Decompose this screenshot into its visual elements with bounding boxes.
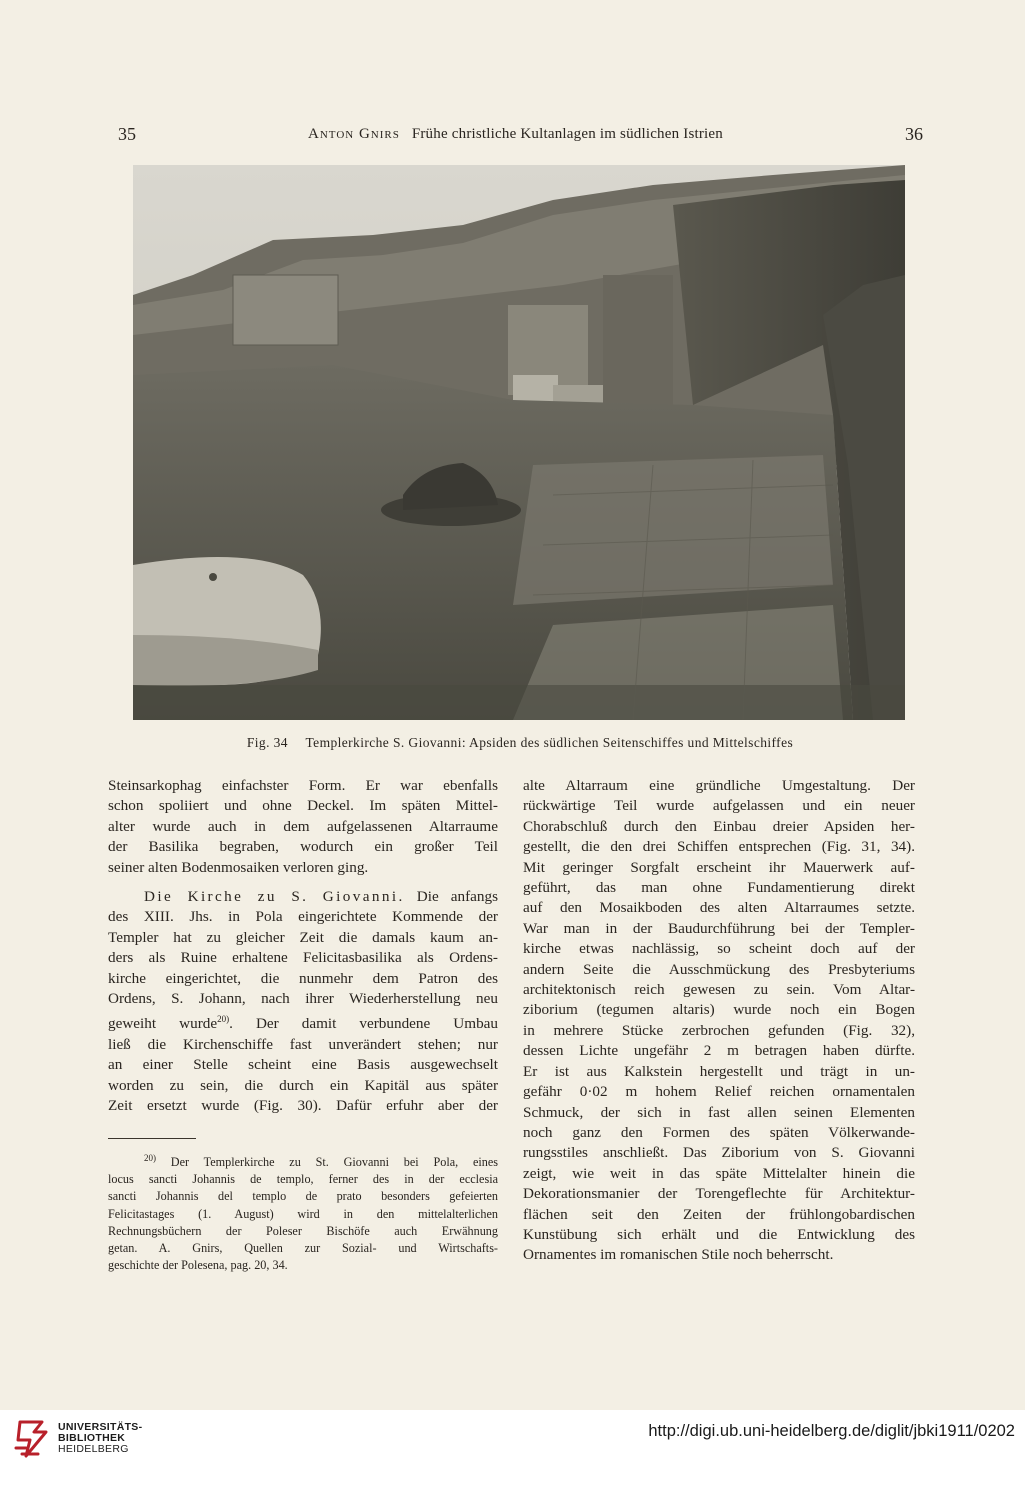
- running-head: [108, 124, 923, 148]
- text-line: Ordens, S. Johann, nach ihrer Wiederherstellung neu: [108, 990, 498, 1008]
- text-line: kirche eingerichtet, die nunmehr dem Patron des: [108, 969, 498, 987]
- text-line: Mit geringer Sorgfalt erscheint ihr Mauerwerk auf-: [523, 858, 915, 876]
- library-name-line: HEIDELBERG: [58, 1443, 129, 1455]
- running-title: [108, 126, 923, 143]
- text-line: alte Altarraum eine gründliche Umgestaltung. Der: [523, 777, 915, 794]
- footnote-text: Der Templerkirche zu St. Giovanni bei Pola, eines: [170, 1155, 498, 1170]
- text-line: Schmuck, der sich in fast allen seinen Elementen: [523, 1103, 915, 1121]
- footnote-divider: [108, 1138, 196, 1139]
- text-line: des XIII. Jhs. in Pola eingerichtete Kommende der: [108, 908, 498, 926]
- article-title: Frühe christliche Kultanlagen im südlichen Istrien: [411, 126, 723, 142]
- text-line: schon spoliiert und ohne Deckel. Im späten Mittel-: [108, 797, 498, 815]
- ruin-photo-image: [133, 165, 905, 720]
- figure-number: Fig. 34: [246, 735, 288, 750]
- text-line: gestellt, die den drei Schiffen entsprechen (Fig. 31, 34).: [523, 838, 915, 856]
- text-line: worden zu sein, die durch ein Kapitäl aus später: [108, 1076, 498, 1094]
- footnote-line: Felicitastages (1. August) wird in den mittelalterlichen: [108, 1206, 498, 1221]
- text-line: Chorabschluß durch den Einbau dreier Apsiden her-: [523, 817, 915, 835]
- text-line: seiner alten Bodenmosaiken verloren ging.: [108, 858, 369, 876]
- figure-caption: [120, 735, 920, 751]
- left-column: [108, 776, 498, 1117]
- text-line: architektonisch reich gewesen zu sein. Vom Altar-: [523, 981, 915, 999]
- text-fragment: Die anfangs: [416, 888, 498, 906]
- library-name[interactable]: [58, 1422, 142, 1455]
- text-line: alter wurde auch in dem aufgelassenen Altarraume: [108, 817, 498, 835]
- footnote-line: [108, 1150, 498, 1171]
- library-footer: [0, 1410, 1025, 1485]
- text-line: der Basilika begraben, wodurch ein großer Teil: [108, 838, 498, 856]
- text-line: auf den Mosaikboden des alten Altarraumes setzte.: [523, 899, 915, 917]
- text-line: Steinsarkophag einfachster Form. Er war ebenfalls: [108, 777, 498, 794]
- text-line: War man in der Baudurchführung bei der Templer-: [523, 919, 915, 937]
- figure-photograph: [133, 165, 905, 720]
- library-logo-icon[interactable]: [12, 1418, 52, 1460]
- text-fragment: geweiht wurde: [108, 1015, 218, 1033]
- right-column: [523, 776, 915, 1266]
- text-line: ließ die Kirchenschiffe fast unverändert stehen; nur: [108, 1035, 498, 1053]
- text-line: rungsstiles anschließt. Das Ziborium von S. Giovanni: [523, 1144, 915, 1162]
- library-name-line: UNIVERSITÄTS-: [58, 1421, 143, 1433]
- text-line: rückwärtige Teil wurde aufgelassen und ein neuer: [523, 797, 915, 815]
- footnote-marker: 20): [144, 1153, 156, 1163]
- text-line: dessen Lichte ungefähr 2 m betragen haben dürfte.: [523, 1042, 915, 1060]
- library-name-line: BIBLIOTHEK: [58, 1432, 126, 1444]
- footnote-line: geschichte der Polesena, pag. 20, 34.: [108, 1258, 288, 1273]
- text-line-with-footnote: [108, 1009, 498, 1034]
- author-name: Anton Gnirs: [308, 126, 400, 142]
- text-line: Er ist aus Kalkstein hergestellt und trägt in un-: [523, 1062, 915, 1080]
- text-line: noch ganz den Formen des späten Völkerwande-: [523, 1123, 915, 1141]
- text-line: andern Seite die Ausschmückung des Presbyteriums: [523, 960, 915, 978]
- footnote-line: sancti Johannis del templo de prato besonders gefeierten: [108, 1189, 498, 1204]
- section-heading-line: [108, 887, 498, 907]
- figure-caption-text: Templerkirche S. Giovanni: Apsiden des südlichen Seitenschiffes und Mittelschiffes: [305, 735, 794, 750]
- text-line: in mehrere Stücke zerbrochen gefunden (Fig. 32),: [523, 1021, 915, 1039]
- text-line: an einer Stelle scheint eine Basis ausgewechselt: [108, 1056, 498, 1074]
- footnote-reference[interactable]: 20): [217, 1014, 230, 1025]
- text-line: Kunstübung sich erhält und die Entwicklung des: [523, 1225, 915, 1243]
- page-number-right: 36: [905, 124, 923, 144]
- text-line: ziborium (tegumen altaris) wurde noch ein Bogen: [523, 1001, 915, 1019]
- text-line: Zeit ersetzt wurde (Fig. 30). Dafür erfuhr aber der: [108, 1097, 498, 1115]
- page-number-left: 35: [118, 124, 136, 144]
- permalink-url[interactable]: http://digi.ub.uni-heidelberg.de/diglit/jbki1911/0202: [648, 1422, 1015, 1440]
- text-fragment: . Der damit verbundene Umbau: [229, 1015, 499, 1033]
- text-line: ders als Ruine erhaltene Felicitasbasilika als Ordens-: [108, 949, 498, 967]
- text-line: gefähr 0·02 m hohem Relief reichen ornamentalen: [523, 1083, 915, 1101]
- footnote-block: [108, 1150, 498, 1274]
- text-line: flächen seit den Zeiten der frühlongobardischen: [523, 1205, 915, 1223]
- text-line: Ornamentes im romanischen Stile noch beherrscht.: [523, 1246, 834, 1264]
- text-line: zeigt, wie weit in das späte Mittelalter hinein die: [523, 1164, 915, 1182]
- section-heading: Die Kirche zu S. Giovanni.: [144, 888, 405, 906]
- text-line: Templer hat zu gleicher Zeit die damals kaum an-: [108, 928, 498, 946]
- footnote-line: locus sancti Johannis de templo, ferner des in der ecclesia: [108, 1172, 498, 1187]
- footnote-line: Rechnungsbüchern der Poleser Bischöfe auch Erwähnung: [108, 1223, 498, 1238]
- text-line: kirche etwas nachlässig, so scheint doch auf der: [523, 940, 915, 958]
- text-line: Dekorationsmanier der Torengeflechte für Architektur-: [523, 1185, 915, 1203]
- text-line: geführt, das man ohne Fundamentierung direkt: [523, 879, 915, 897]
- footnote-line: getan. A. Gnirs, Quellen zur Sozial- und Wirtschafts-: [108, 1241, 498, 1256]
